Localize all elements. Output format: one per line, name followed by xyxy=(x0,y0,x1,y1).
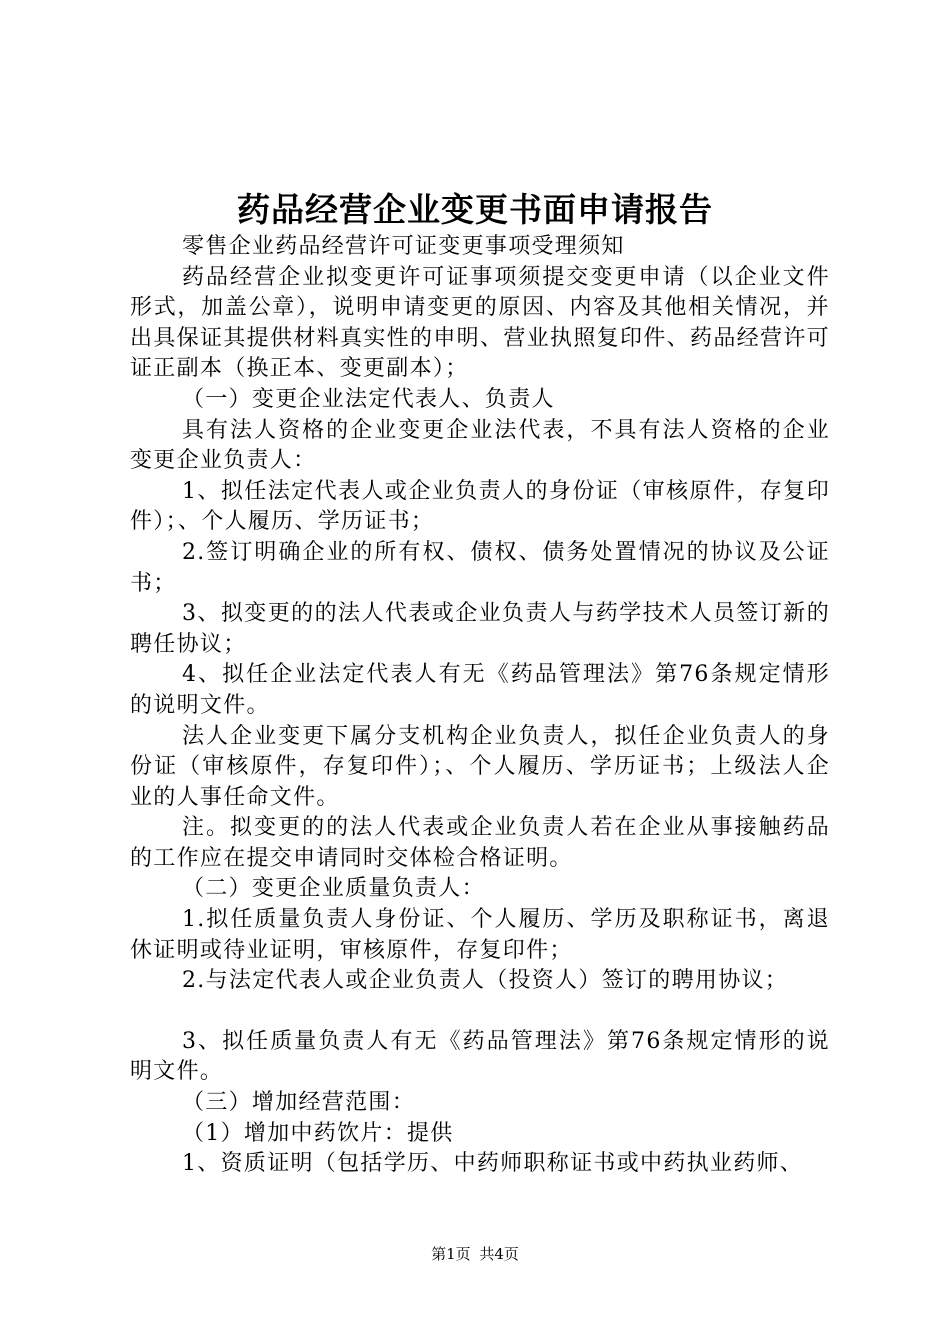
paragraph: 注。拟变更的的法人代表或企业负责人若在企业从事接触药品的工作应在提交申请同时交体检合格证明。 xyxy=(130,815,830,871)
page-number: 第1页 xyxy=(431,1245,471,1263)
paragraph: 药品经营企业拟变更许可证事项须提交变更申请（以企业文件形式，加盖公章），说明申请变更的原因、内容及其他相关情况，并出具保证其提供材料真实性的申明、营业执照复印件、药品经营许可证正副本（换正本、变更副本）； xyxy=(130,264,830,382)
page-footer xyxy=(0,1244,950,1264)
paragraph: 4、拟任企业法定代表人有无《药品管理法》第76条规定情形的说明文件。 xyxy=(130,662,830,718)
paragraph: （二）变更企业质量负责人： xyxy=(182,876,485,902)
document-title: 药品经营企业变更书面申请报告 xyxy=(237,190,713,229)
paragraph: 2.签订明确企业的所有权、债权、债务处置情况的协议及公证书； xyxy=(130,539,830,596)
paragraph: 具有法人资格的企业变更企业法代表，不具有法人资格的企业变更企业负责人： xyxy=(130,417,830,474)
paragraph: 1.拟任质量负责人身份证、个人履历、学历及职称证书，离退休证明或待业证明，审核原件，存复印件； xyxy=(130,907,830,963)
paragraph: 零售企业药品经营许可证变更事项受理须知 xyxy=(182,234,625,259)
paragraph: 2.与法定代表人或企业负责人（投资人）签订的聘用协议； xyxy=(182,968,789,994)
paragraph: 1、资质证明（包括学历、中药师职称证书或中药执业药师、 xyxy=(182,1151,804,1177)
paragraph: 3、拟任质量负责人有无《药品管理法》第76条规定情形的说明文件。 xyxy=(130,1028,830,1085)
paragraph: （1）增加中药饮片：提供 xyxy=(182,1120,454,1146)
document-body xyxy=(130,232,830,1180)
paragraph: 法人企业变更下属分支机构企业负责人，拟任企业负责人的身份证（审核原件，存复印件）；、个人履历、学历证书；上级法人企业的人事任命文件。 xyxy=(130,723,830,810)
paragraph: （三）增加经营范围： xyxy=(182,1090,416,1116)
page-total: 共4页 xyxy=(479,1245,519,1263)
paragraph: 3、拟变更的的法人代表或企业负责人与药学技术人员签订新的聘任协议； xyxy=(130,601,830,657)
paragraph: 1、拟任法定代表人或企业负责人的身份证（审核原件，存复印件）；、个人履历、学历证书； xyxy=(130,478,830,535)
paragraph: （一）变更企业法定代表人、负责人 xyxy=(182,386,555,412)
